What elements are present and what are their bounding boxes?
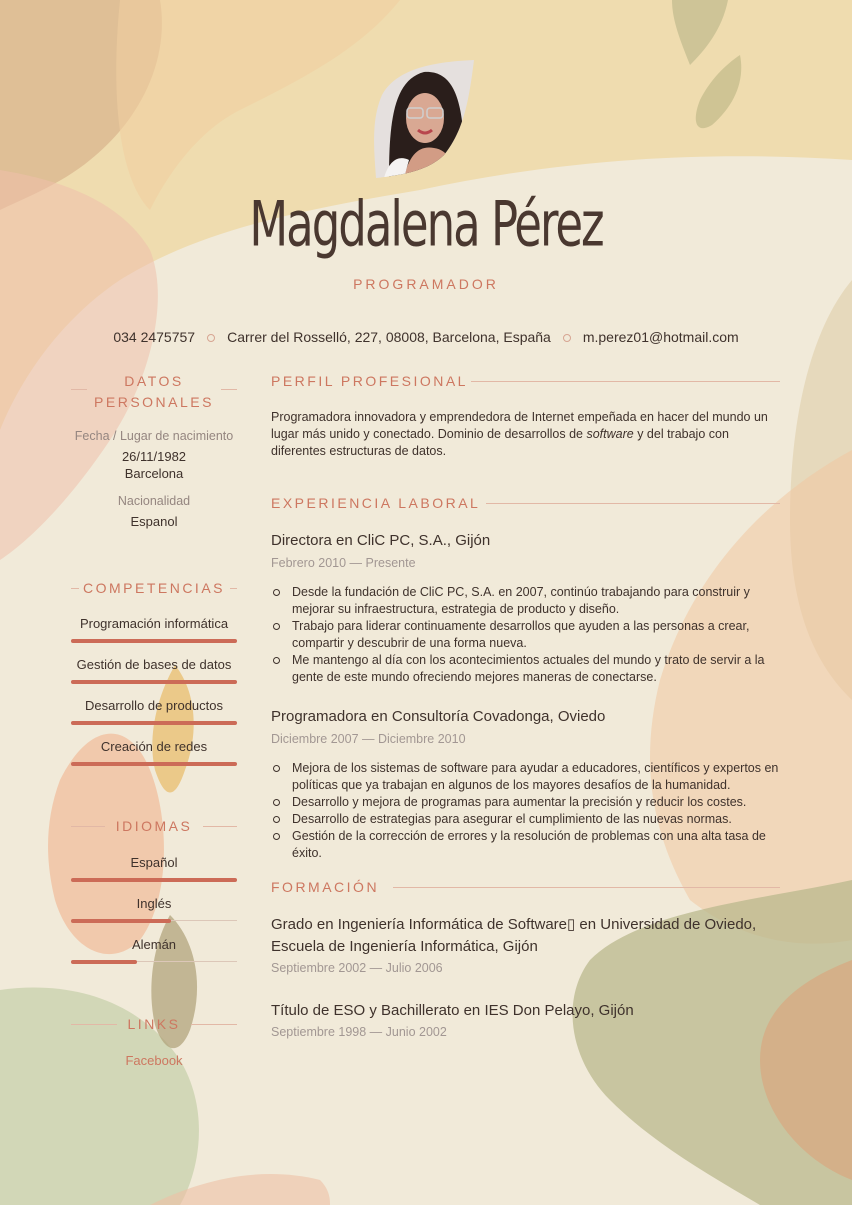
education-2-title: Título de ESO y Bachillerato en IES Don Pelayo, Gijón [271,1002,634,1019]
language-label: Alemán [131,937,177,952]
list-item: Desarrollo de estrategias para asegurar el cumplimiento de las nuevas normas. [271,811,786,828]
heading-line: PERSONALES [94,394,214,410]
list-item: Trabajo para liderar continuamente desarrollos que ayuden a las personas a crear, compartir y descubrir de una forma nueva. [271,618,786,652]
separator-dot-icon [563,334,571,342]
heading-line: DATOS [124,373,184,389]
phone-number: 034 2475757 [113,329,196,345]
job-1-title: Directora en CliC PC, S.A., Gijón [271,532,491,549]
education-1-date: Septiembre 2002 — Julio 2006 [271,961,443,975]
language-label: Español [130,855,178,870]
skill-level-bar [71,680,237,684]
address: Carrer del Rosselló, 227, 08008, Barcelona, España [227,329,551,345]
links-heading: LINKS [127,1016,181,1032]
heading-rule [486,503,780,504]
skill-label: Gestión de bases de datos [76,657,232,672]
profile-text-emphasis: software [586,427,634,441]
job-title: PROGRAMADOR [353,276,499,292]
language-level-bar [71,919,171,923]
profile-heading: PERFIL PROFESIONAL [271,373,468,389]
languages-heading: IDIOMAS [115,818,193,834]
email: m.perez01@hotmail.com [582,329,739,345]
education-1-title: Grado en Ingeniería Informática de Software▯ en Universidad de Oviedo, Escuela de Ingeniería Informática, Gijón [271,916,757,955]
language-label: Inglés [136,896,172,911]
job-2-title: Programadora en Consultoría Covadonga, Oviedo [271,708,606,725]
list-item: Desde la fundación de CliC PC, S.A. en 2007, continúo trabajando para construir y mejorar su infraestructura, estrategia de producto y diseño. [271,584,786,618]
skill-label: Desarrollo de productos [84,698,224,713]
language-level-bar [71,878,237,882]
profile-text-part: Programadora innovadora y emprendedora de Internet empeñada en hacer del mundo un lugar más unido y conectado. Dominio de desarrollos de [271,410,768,441]
list-item: Desarrollo y mejora de programas para aumentar la precisión y reducir los costes. [271,794,786,811]
language-level-bar [71,960,137,964]
list-item: Gestión de la corrección de errores y la resolución de problemas con una alta tasa de éxito. [271,828,786,862]
birth-label: Fecha / Lugar de nacimiento [74,429,234,443]
birth-date: 26/11/1982 [121,449,187,464]
nationality-value: Espanol [130,514,178,529]
link-facebook[interactable]: Facebook [125,1053,183,1068]
job-2-date: Diciembre 2007 — Diciembre 2010 [271,732,466,746]
heading-rule [471,381,780,382]
avatar [374,60,476,178]
education-heading: FORMACIÓN [271,879,380,895]
education-2-date: Septiembre 1998 — Junio 2002 [271,1025,447,1039]
skill-level-bar [71,762,237,766]
profile-text [271,409,786,460]
personal-data-heading [71,371,237,413]
contact-bar [0,329,852,345]
skill-level-bar [71,721,237,725]
job-2-bullets [271,760,786,862]
experience-heading: EXPERIENCIA LABORAL [271,495,481,511]
profile-text-part: y del trabajo con diferentes estructuras de datos. [271,427,729,458]
heading-rule [393,887,780,888]
job-1-date: Febrero 2010 — Presente [271,556,416,570]
list-item: Me mantengo al día con los acontecimientos actuales del mundo y trato de servir a la gente de este mundo ofreciendo mejores maneras de conectarse. [271,652,786,686]
candidate-name: Magdalena Pérez [249,188,603,261]
skill-level-bar [71,639,237,643]
separator-dot-icon [207,334,215,342]
birth-place: Barcelona [124,466,184,481]
nationality-label: Nacionalidad [117,494,191,508]
skill-label: Creación de redes [100,739,208,754]
profile-photo [374,60,476,178]
list-item: Mejora de los sistemas de software para ayudar a educadores, científicos y expertos en políticas que ya trabajan en algunos de los mayores desafíos de la humanidad. [271,760,786,794]
job-1-bullets [271,584,786,686]
skill-label: Programación informática [79,616,229,631]
skills-heading: COMPETENCIAS [82,580,225,596]
